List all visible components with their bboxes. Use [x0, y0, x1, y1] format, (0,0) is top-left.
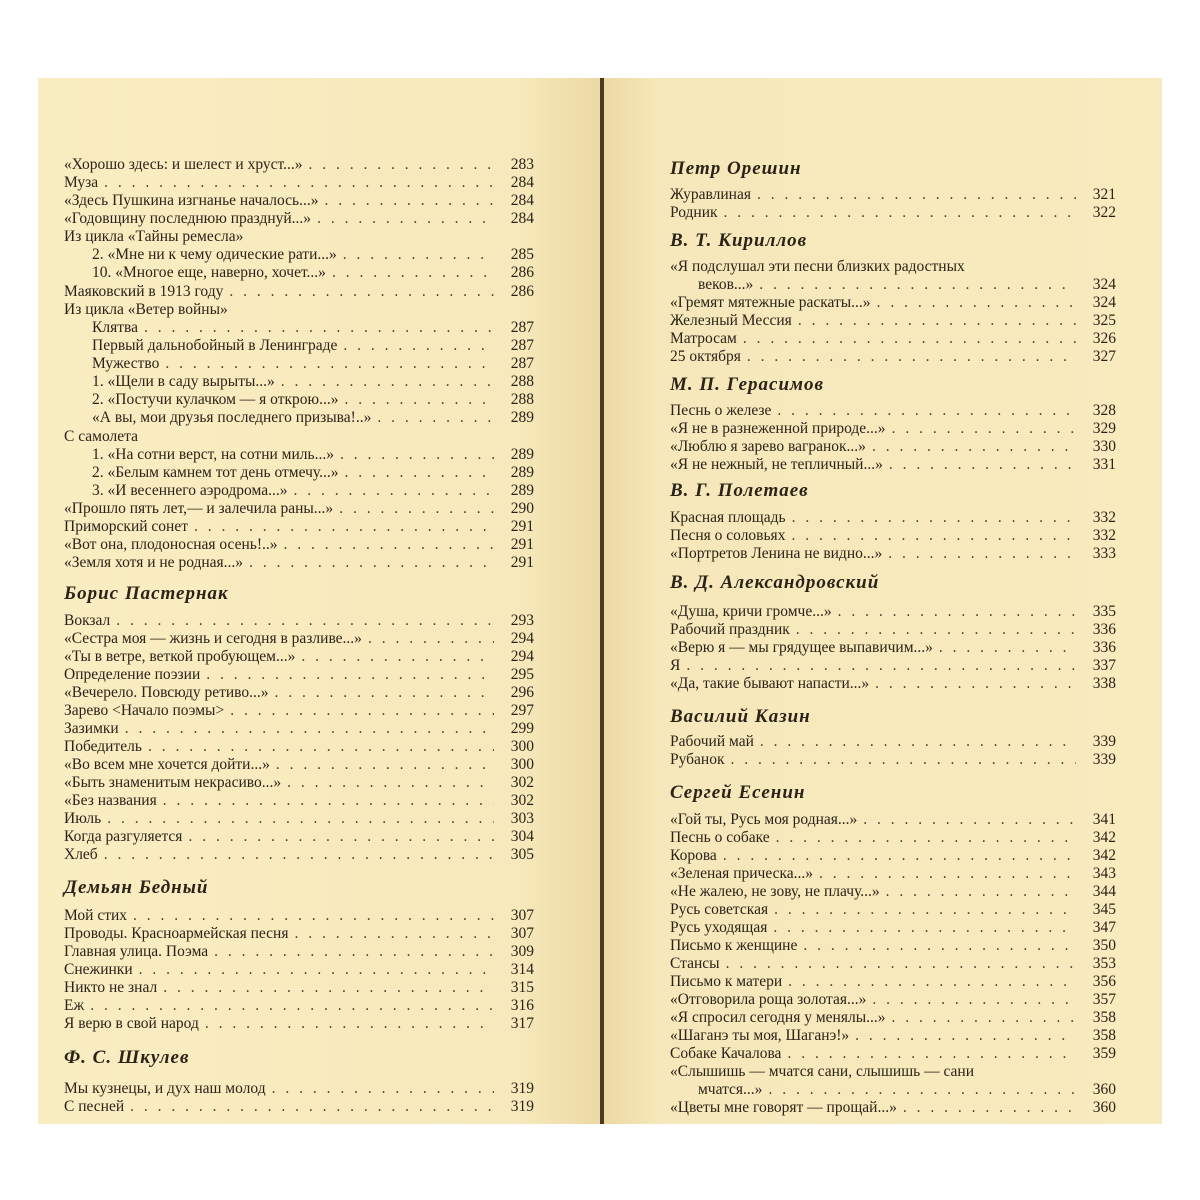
toc-entry: «А вы, мои друзья последнего призыва!..» . . . 289: [64, 409, 534, 427]
toc-entry: Маяковский в 1913 году . . . 286: [64, 283, 534, 301]
page-number: 324: [1092, 276, 1116, 293]
toc-entry: Определение поэзии . . . 295: [64, 666, 534, 684]
toc-entry: Проводы. Красноармейская песня . . . 307: [64, 925, 534, 943]
section-heading-esenin: Сергей Есенин: [670, 782, 806, 803]
page-number: 325: [1092, 312, 1116, 329]
page-number: 297: [510, 702, 534, 719]
toc-entry: 25 октября . . . 327: [670, 348, 1116, 366]
page-number: 300: [510, 756, 534, 773]
page-number: 359: [1092, 1045, 1116, 1062]
toc-group-title: Из цикла «Ветер войны»: [64, 301, 228, 318]
toc-entry: Железный Мессия . . . 325: [670, 312, 1116, 330]
page-number: 287: [510, 319, 534, 336]
page-number: 304: [510, 828, 534, 845]
section-heading-kazin: Василий Казин: [670, 706, 811, 727]
page-number: 328: [1092, 402, 1116, 419]
page-number: 307: [510, 925, 534, 942]
toc-group-title: С самолета: [64, 428, 138, 445]
toc-entry: «Люблю я зарево вагранок...» . . . 330: [670, 438, 1116, 456]
toc-entry: Песня о соловьях . . . 332: [670, 527, 1116, 545]
toc-entry: Приморский сонет . . . 291: [64, 518, 534, 536]
toc-entry: Песнь о собаке . . . 342: [670, 829, 1116, 847]
section-heading-oreshin: Петр Орешин: [670, 158, 802, 179]
toc-entry: «Отговорила роща золотая...» . . . 357: [670, 991, 1116, 1009]
page-number: 303: [510, 810, 534, 827]
toc-entry: Зарево <Начало поэмы> . . . 297: [64, 702, 534, 720]
toc-entry: Вокзал . . . 293: [64, 612, 534, 630]
toc-entry: Русь уходящая . . . 347: [670, 919, 1116, 937]
toc-entry: «Вот она, плодоносная осень!..» . . . 291: [64, 536, 534, 554]
page-number: 343: [1092, 865, 1116, 882]
page-number: 288: [510, 391, 534, 408]
toc-entry: «Хорошо здесь: и шелест и хруст...» . . . 283: [64, 156, 534, 174]
toc-entry: Первый дальнобойный в Ленинграде . . . 287: [64, 337, 534, 355]
toc-entry: Никто не знал . . . 315: [64, 979, 534, 997]
toc-entry-line: «Я подслушал эти песни близких радостных: [670, 258, 965, 275]
toc-entry: Когда разгуляется . . . 304: [64, 828, 534, 846]
page-number: 358: [1092, 1027, 1116, 1044]
page-number: 339: [1092, 751, 1116, 768]
toc-entry: Я . . . 337: [670, 657, 1116, 675]
page-number: 316: [510, 997, 534, 1014]
toc-entry: 3. «И весеннего аэродрома...» . . . 289: [64, 482, 534, 500]
toc-entry: Мы кузнецы, и дух наш молод . . . 319: [64, 1080, 534, 1098]
page-number: 293: [510, 612, 534, 629]
page-number: 290: [510, 500, 534, 517]
toc-entry: 1. «На сотни верст, на сотни миль...» . . . 289: [64, 446, 534, 464]
page-number: 327: [1092, 348, 1116, 365]
toc-entry: «Зеленая прическа...» . . . 343: [670, 865, 1116, 883]
toc-entry: Стансы . . . 353: [670, 955, 1116, 973]
page-number: 324: [1092, 294, 1116, 311]
toc-entry: «Я спросил сегодня у менялы...» . . . 358: [670, 1009, 1116, 1027]
toc-entry: Зазимки . . . 299: [64, 720, 534, 738]
section-heading-gerasimov: М. П. Герасимов: [670, 374, 825, 395]
page-number: 291: [510, 554, 534, 571]
page-number: 336: [1092, 621, 1116, 638]
toc-entry: Июль . . . 303: [64, 810, 534, 828]
page-number: 360: [1092, 1081, 1116, 1098]
toc-entry: Родник . . . 322: [670, 204, 1116, 222]
page-number: 360: [1092, 1099, 1116, 1116]
toc-entry: «Гремят мятежные раскаты...» . . . 324: [670, 294, 1116, 312]
toc-entry: Клятва . . . 287: [64, 319, 534, 337]
toc-entry: «Гой ты, Русь моя родная...» . . . 341: [670, 811, 1116, 829]
page-number: 332: [1092, 527, 1116, 544]
toc-entry: Мужество . . . 287: [64, 355, 534, 373]
page-number: 337: [1092, 657, 1116, 674]
page-number: 286: [510, 264, 534, 281]
page-number: 319: [510, 1080, 534, 1097]
page-number: 321: [1092, 186, 1116, 203]
toc-entry: мчатся...» . . . 360: [670, 1081, 1116, 1099]
page-number: 285: [510, 246, 534, 263]
toc-entry: Русь советская . . . 345: [670, 901, 1116, 919]
page-number: 341: [1092, 811, 1116, 828]
toc-entry: Муза . . . 284: [64, 174, 534, 192]
toc-entry: «Вечерело. Повсюду ретиво...» . . . 296: [64, 684, 534, 702]
toc-entry: Корова . . . 342: [670, 847, 1116, 865]
toc-entry: «Не жалею, не зову, не плачу...» . . . 344: [670, 883, 1116, 901]
page-number: 294: [510, 630, 534, 647]
section-heading-pasternak: Борис Пастернак: [64, 583, 229, 604]
page-number: 353: [1092, 955, 1116, 972]
toc-entry: С песней . . . 319: [64, 1098, 534, 1116]
page-number: 289: [510, 409, 534, 426]
toc-entry: «Прошло пять лет,— и залечила раны...» . . . 290: [64, 500, 534, 518]
toc-entry-line: «Слышишь — мчатся сани, слышишь — сани: [670, 1063, 974, 1080]
toc-entry: «Да, такие бывают напасти...» . . . 338: [670, 675, 1116, 693]
page-number: 314: [510, 961, 534, 978]
toc-entry: Хлеб . . . 305: [64, 846, 534, 864]
section-heading-poletaev: В. Г. Полетаев: [670, 480, 809, 501]
page-number: 344: [1092, 883, 1116, 900]
toc-entry: Песнь о железе . . . 328: [670, 402, 1116, 420]
page-number: 300: [510, 738, 534, 755]
page-number: 317: [510, 1015, 534, 1032]
toc-entry: Красная площадь . . . 332: [670, 509, 1116, 527]
page-number: 305: [510, 846, 534, 863]
toc-entry: «Цветы мне говорят — прощай...» . . . 360: [670, 1099, 1116, 1117]
page-number: 335: [1092, 603, 1116, 620]
toc-entry: Главная улица. Поэма . . . 309: [64, 943, 534, 961]
page-number: 307: [510, 907, 534, 924]
toc-entry: «Быть знаменитым некрасиво...» . . . 302: [64, 774, 534, 792]
toc-entry: «Шаганэ ты моя, Шаганэ!» . . . 358: [670, 1027, 1116, 1045]
page-number: 294: [510, 648, 534, 665]
page-number: 342: [1092, 847, 1116, 864]
section-heading-kirillov: В. Т. Кириллов: [670, 230, 808, 251]
toc-entry: 2. «Постучи кулачком — я открою...» . . . 288: [64, 391, 534, 409]
page-number: 288: [510, 373, 534, 390]
page-number: 342: [1092, 829, 1116, 846]
toc-entry: 2. «Мне ни к чему одические рати...» . . . 285: [64, 246, 534, 264]
page-number: 299: [510, 720, 534, 737]
section-heading-shkulev: Ф. С. Шкулев: [64, 1047, 190, 1068]
page-number: 286: [510, 283, 534, 300]
toc-entry: «Я не в разнеженной природе...» . . . 329: [670, 420, 1116, 438]
toc-entry: «Душа, кричи громче...» . . . 335: [670, 603, 1116, 621]
page-number: 336: [1092, 639, 1116, 656]
toc-entry: «Ты в ветре, веткой пробующем...» . . . 294: [64, 648, 534, 666]
page-number: 331: [1092, 456, 1116, 473]
toc-entry: «Портретов Ленина не видно...» . . . 333: [670, 545, 1116, 563]
toc-entry: Собаке Качалова . . . 359: [670, 1045, 1116, 1063]
page-number: 291: [510, 518, 534, 535]
right-page: [604, 78, 1162, 1124]
toc-entry: Рабочий праздник . . . 336: [670, 621, 1116, 639]
page-number: 315: [510, 979, 534, 996]
page-number: 289: [510, 464, 534, 481]
toc-entry: Матросам . . . 326: [670, 330, 1116, 348]
toc-entry: Рабочий май . . . 339: [670, 733, 1116, 751]
page-number: 330: [1092, 438, 1116, 455]
page-number: 291: [510, 536, 534, 553]
toc-entry: 2. «Белым камнем тот день отмечу...» . . . 289: [64, 464, 534, 482]
page-number: 347: [1092, 919, 1116, 936]
toc-entry: Письмо к женщине . . . 350: [670, 937, 1116, 955]
page-number: 289: [510, 482, 534, 499]
left-page: [38, 78, 602, 1124]
toc-entry: веков...» . . . 324: [670, 276, 1116, 294]
toc-entry: «Здесь Пушкина изгнанье началось...» . . . 284: [64, 192, 534, 210]
toc-entry: «Сестра моя — жизнь и сегодня в разливе...» . . . 294: [64, 630, 534, 648]
page-number: 358: [1092, 1009, 1116, 1026]
page-number: 322: [1092, 204, 1116, 221]
page-number: 319: [510, 1098, 534, 1115]
toc-entry: «Годовщину последнюю празднуй...» . . . 284: [64, 210, 534, 228]
toc-entry: Журавлиная . . . 321: [670, 186, 1116, 204]
page-number: 287: [510, 337, 534, 354]
page-number: 329: [1092, 420, 1116, 437]
toc-entry: Мой стих . . . 307: [64, 907, 534, 925]
page-number: 295: [510, 666, 534, 683]
toc-entry: «Во всем мне хочется дойти...» . . . 300: [64, 756, 534, 774]
toc-entry: «Земля хотя и не родная...» . . . 291: [64, 554, 534, 572]
page-number: 357: [1092, 991, 1116, 1008]
page-number: 284: [510, 192, 534, 209]
toc-entry: «Я не нежный, не тепличный...» . . . 331: [670, 456, 1116, 474]
toc-entry: Победитель . . . 300: [64, 738, 534, 756]
toc-entry: Рубанок . . . 339: [670, 751, 1116, 769]
page-number: 332: [1092, 509, 1116, 526]
page-number: 287: [510, 355, 534, 372]
toc-entry: Письмо к матери . . . 356: [670, 973, 1116, 991]
toc-entry: 10. «Многое еще, наверно, хочет...» . . . 286: [64, 264, 534, 282]
page-number: 296: [510, 684, 534, 701]
page-number: 338: [1092, 675, 1116, 692]
toc-entry: «Без названия . . . 302: [64, 792, 534, 810]
toc-entry: Я верю в свой народ . . . 317: [64, 1015, 534, 1033]
page-number: 289: [510, 446, 534, 463]
toc-entry: Снежинки . . . 314: [64, 961, 534, 979]
page-number: 283: [510, 156, 534, 173]
page-number: 284: [510, 210, 534, 227]
page-number: 302: [510, 792, 534, 809]
toc-entry: 1. «Щели в саду вырыты...» . . . 288: [64, 373, 534, 391]
book-spread: [38, 78, 1162, 1124]
section-heading-aleksandrovsky: В. Д. Александровский: [670, 572, 880, 593]
page-number: 302: [510, 774, 534, 791]
page-number: 333: [1092, 545, 1116, 562]
section-heading-bedny: Демьян Бедный: [64, 877, 209, 898]
page-number: 326: [1092, 330, 1116, 347]
page-number: 345: [1092, 901, 1116, 918]
page-number: 284: [510, 174, 534, 191]
page-number: 339: [1092, 733, 1116, 750]
page-number: 356: [1092, 973, 1116, 990]
page-number: 350: [1092, 937, 1116, 954]
toc-group-title: Из цикла «Тайны ремесла»: [64, 228, 244, 245]
page-number: 309: [510, 943, 534, 960]
toc-entry: Еж . . . 316: [64, 997, 534, 1015]
toc-entry: «Верю я — мы грядущее выпавичим...» . . . 336: [670, 639, 1116, 657]
